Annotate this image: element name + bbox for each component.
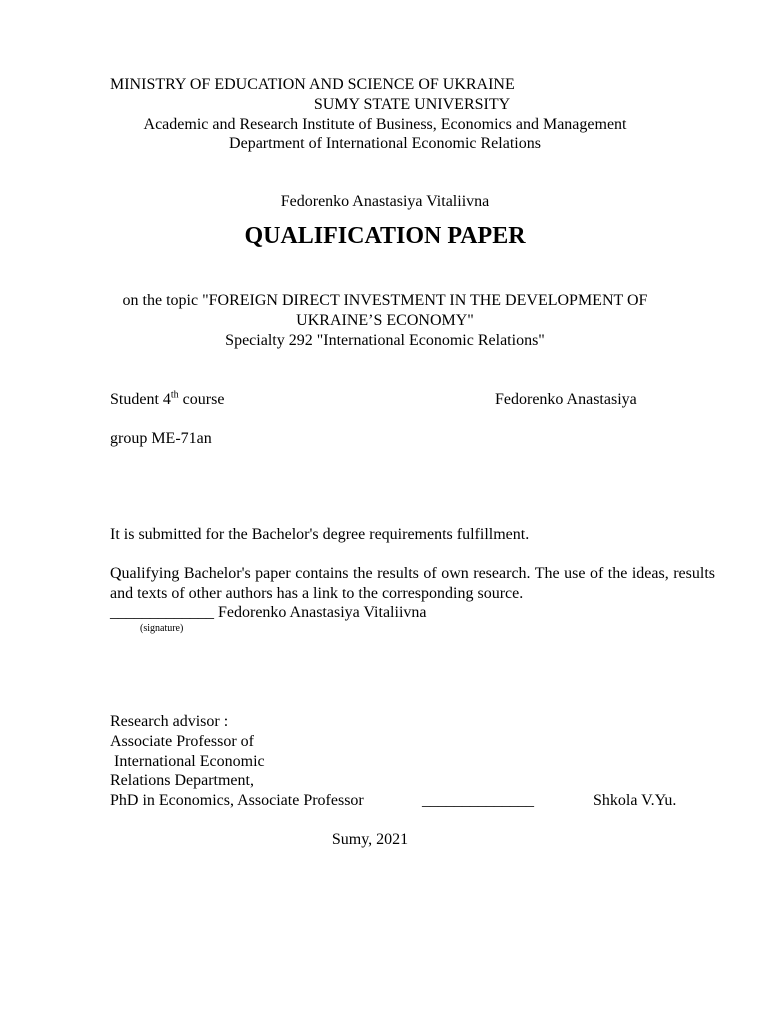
advisor-line-1: Research advisor :	[110, 713, 229, 730]
advisor-line-5: PhD in Economics, Associate Professor	[110, 792, 364, 809]
advisor-line-4: Relations Department,	[110, 772, 254, 789]
signature-caption: (signature)	[140, 623, 184, 634]
advisor-line-3: International Economic	[110, 753, 265, 770]
student-name: Fedorenko Anastasiya	[495, 391, 637, 408]
department-line: Department of International Economic Relations	[229, 135, 541, 152]
advisor-name: Shkola V.Yu.	[593, 792, 677, 809]
author-full-name: Fedorenko Anastasiya Vitaliivna	[280, 193, 490, 210]
course-suffix: course	[178, 391, 225, 408]
advisor-signature-blank: ______________	[422, 792, 534, 809]
student-label: Student 4	[110, 391, 171, 408]
specialty-line: Specialty 292 "International Economic Relations"	[225, 332, 545, 349]
student-group: group ME-71an	[110, 430, 212, 447]
institute-line: Academic and Research Institute of Business, Economics and Management	[143, 116, 627, 133]
university-line: SUMY STATE UNIVERSITY	[313, 96, 511, 113]
topic-line-2: UKRAINE’S ECONOMY"	[296, 312, 474, 329]
ministry-line: MINISTRY OF EDUCATION AND SCIENCE OF UKRAINE	[110, 76, 515, 93]
originality-statement: Qualifying Bachelor's paper contains the results of own research. The use of the ideas, results and texts of other authors has a link to the corresponding source.	[110, 565, 715, 602]
submission-statement: It is submitted for the Bachelor's degree requirements fulfillment.	[110, 526, 530, 543]
place-year: Sumy, 2021	[331, 831, 409, 848]
page-title: QUALIFICATION PAPER	[244, 223, 526, 249]
course-superscript: th	[170, 389, 179, 401]
topic-line-1: on the topic "FOREIGN DIRECT INVESTMENT IN THE DEVELOPMENT OF	[122, 292, 648, 309]
student-course	[110, 390, 224, 410]
student-signature-line: _____________ Fedorenko Anastasiya Vitaliivna	[110, 604, 427, 621]
advisor-line-2: Associate Professor of	[110, 733, 254, 750]
